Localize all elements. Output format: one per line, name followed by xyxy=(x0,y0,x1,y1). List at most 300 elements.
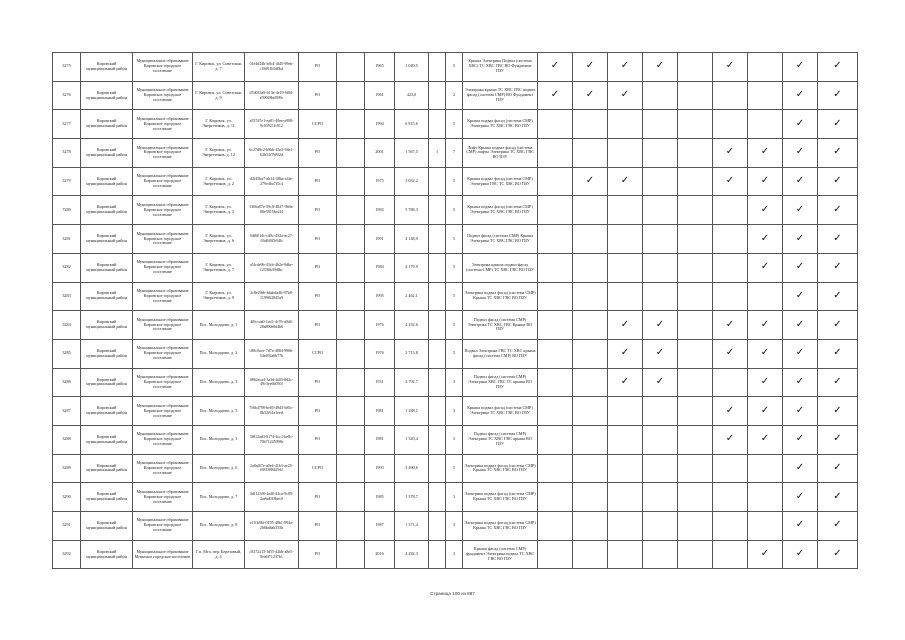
settlement-cell: Муниципальное образование Кировское городское поселение xyxy=(133,483,193,512)
entrances-cell: 3 xyxy=(446,425,463,454)
check-cell xyxy=(818,225,858,254)
entrances-cell: 7 xyxy=(446,139,463,168)
checkmark-icon: ✓ xyxy=(585,60,595,72)
address-cell: Г. Кировск, ул. Энергетиков, д. 6 xyxy=(193,225,245,254)
empty-cell xyxy=(337,512,365,541)
check-cell xyxy=(538,196,573,225)
fund-type-cell: РО xyxy=(299,483,337,512)
area-cell: 3 032,2 xyxy=(395,167,429,196)
check-cell xyxy=(713,483,748,512)
table-row xyxy=(53,225,858,254)
check-cell xyxy=(783,81,818,110)
address-cell: Г. Кировск, ул. Советская, д. 7 xyxy=(193,53,245,82)
empty-cell xyxy=(337,454,365,483)
checkmark-icon: ✓ xyxy=(585,89,595,101)
check-cell xyxy=(748,225,783,254)
check-cell xyxy=(713,540,748,569)
district-cell: Кировский муниципальный район xyxy=(81,425,133,454)
row-number: 3292 xyxy=(53,540,81,569)
check-cell xyxy=(783,53,818,82)
row-number: 3279 xyxy=(53,167,81,196)
checkmark-icon: ✓ xyxy=(833,203,842,215)
fund-type-cell: ССРО xyxy=(299,110,337,139)
registry-table xyxy=(52,52,858,569)
check-cell xyxy=(748,512,783,541)
check-cell xyxy=(643,53,678,82)
check-cell xyxy=(538,425,573,454)
check-cell xyxy=(573,81,608,110)
table-row xyxy=(53,483,858,512)
check-cell xyxy=(748,253,783,282)
area-cell: 1 371,4 xyxy=(395,512,429,541)
table-row xyxy=(53,311,858,340)
district-cell: Кировский муниципальный район xyxy=(81,225,133,254)
table-row xyxy=(53,368,858,397)
checkmark-icon: ✓ xyxy=(655,60,665,72)
fias-code-cell: 7f6b4798-be05-49d3-b85c-8b52f61a1eed xyxy=(245,397,299,426)
empty-cell xyxy=(337,311,365,340)
check-cell xyxy=(608,540,643,569)
checkmark-icon: ✓ xyxy=(795,404,805,416)
works-cell: Подвал фасад (система СМР) Электрика ХВС ГВС ТС крыша ВО ПЗУ xyxy=(463,368,538,397)
check-cell xyxy=(678,425,713,454)
fund-type-cell: РО xyxy=(299,540,337,569)
check-cell xyxy=(678,53,713,82)
checkmark-icon: ✓ xyxy=(550,89,560,101)
check-cell xyxy=(818,53,858,82)
check-cell xyxy=(748,483,783,512)
check-cell xyxy=(643,139,678,168)
area-cell: 2 462,1 xyxy=(395,282,429,311)
check-cell xyxy=(573,397,608,426)
row-number: 3278 xyxy=(53,139,81,168)
check-cell xyxy=(818,81,858,110)
year-cell: 1994 xyxy=(365,110,395,139)
check-cell xyxy=(573,454,608,483)
works-cell: Электрика подвал фасад (система СМР) Крыша ТС ХВС ГВС ВО ПЗУ xyxy=(463,483,538,512)
address-cell: Г. Кировск, ул. Энергетиков, д. 3 xyxy=(193,196,245,225)
checkmark-icon: ✓ xyxy=(833,146,842,158)
address-cell: Г. Кировск, ул. Энергетиков, д. 9 xyxy=(193,282,245,311)
check-cell xyxy=(573,368,608,397)
check-cell xyxy=(818,253,858,282)
check-cell xyxy=(748,368,783,397)
entrances-cell: 5 xyxy=(446,196,463,225)
floors-cell xyxy=(429,81,446,110)
check-cell xyxy=(573,425,608,454)
empty-cell xyxy=(337,368,365,397)
fund-type-cell: РО xyxy=(299,225,337,254)
checkmark-icon: ✓ xyxy=(620,60,630,72)
checkmark-icon: ✓ xyxy=(655,375,665,387)
checkmark-icon: ✓ xyxy=(725,347,735,359)
empty-cell xyxy=(337,81,365,110)
works-cell: Электрика подвал фасад (система СМР) Крыша ТС ХВС ГВС ВО ПЗУ xyxy=(463,454,538,483)
settlement-cell: Муниципальное образование Кировское городское поселение xyxy=(133,196,193,225)
check-cell xyxy=(748,397,783,426)
checkmark-icon: ✓ xyxy=(795,433,805,445)
checkmark-icon: ✓ xyxy=(620,318,630,330)
checkmark-icon: ✓ xyxy=(760,433,770,445)
row-number: 3276 xyxy=(53,81,81,110)
year-cell: 1984 xyxy=(365,253,395,282)
check-cell xyxy=(748,196,783,225)
check-cell xyxy=(818,368,858,397)
fias-code-cell: 01e4d24b-b8c4-4f45-99eb-c18d91b5d0b4 xyxy=(245,53,299,82)
check-cell xyxy=(678,81,713,110)
check-cell xyxy=(678,454,713,483)
row-number: 3285 xyxy=(53,339,81,368)
settlement-cell: Муниципальное образование Мгинское городское поселение xyxy=(133,540,193,569)
area-cell: 5 786,3 xyxy=(395,196,429,225)
check-cell xyxy=(713,53,748,82)
table-row xyxy=(53,53,858,82)
settlement-cell: Муниципальное образование Кировское городское поселение xyxy=(133,81,193,110)
checkmark-icon: ✓ xyxy=(760,375,770,387)
year-cell: 1982 xyxy=(365,196,395,225)
fias-code-cell: d7d033a9-613e-4e19-9f0d-e59028bd399c xyxy=(245,81,299,110)
check-cell xyxy=(678,225,713,254)
checkmark-icon: ✓ xyxy=(833,490,842,502)
district-cell: Кировский муниципальный район xyxy=(81,110,133,139)
check-cell xyxy=(643,339,678,368)
fias-code-cell: a557d7e1-ea81-40ee-a908-9c05921fc912 xyxy=(245,110,299,139)
check-cell xyxy=(608,311,643,340)
district-cell: Кировский муниципальный район xyxy=(81,512,133,541)
check-cell xyxy=(643,196,678,225)
checkmark-icon: ✓ xyxy=(795,548,805,560)
checkmark-icon: ✓ xyxy=(795,375,805,387)
checkmark-icon: ✓ xyxy=(585,175,595,187)
entrances-cell: 2 xyxy=(446,81,463,110)
check-cell xyxy=(818,196,858,225)
settlement-cell: Муниципальное образование Кировское городское поселение xyxy=(133,425,193,454)
works-cell: Электрика крыша подвал фасад (система СМР) ТС ХВС ГВС ВО ПЗУ xyxy=(463,253,538,282)
empty-cell xyxy=(337,483,365,512)
check-cell xyxy=(783,368,818,397)
empty-cell xyxy=(337,397,365,426)
check-cell xyxy=(748,425,783,454)
checkmark-icon: ✓ xyxy=(833,261,842,273)
check-cell xyxy=(608,110,643,139)
checkmark-icon: ✓ xyxy=(760,146,770,158)
check-cell xyxy=(573,483,608,512)
check-cell xyxy=(818,454,858,483)
checkmark-icon: ✓ xyxy=(760,318,770,330)
checkmark-icon: ✓ xyxy=(620,89,630,101)
checkmark-icon: ✓ xyxy=(833,404,842,416)
check-cell xyxy=(538,512,573,541)
check-cell xyxy=(678,339,713,368)
check-cell xyxy=(608,167,643,196)
floors-cell xyxy=(429,512,446,541)
row-number: 3275 xyxy=(53,53,81,82)
year-cell: 1931 xyxy=(365,368,395,397)
checkmark-icon: ✓ xyxy=(760,261,770,273)
check-cell xyxy=(538,167,573,196)
check-cell xyxy=(748,454,783,483)
check-cell xyxy=(643,397,678,426)
checkmark-icon: ✓ xyxy=(795,261,805,273)
settlement-cell: Муниципальное образование Кировское городское поселение xyxy=(133,339,193,368)
floors-cell xyxy=(429,425,446,454)
settlement-cell: Муниципальное образование Кировское городское поселение xyxy=(133,368,193,397)
check-cell xyxy=(608,139,643,168)
check-cell xyxy=(818,139,858,168)
floors-cell xyxy=(429,483,446,512)
row-number: 3288 xyxy=(53,425,81,454)
checkmark-icon: ✓ xyxy=(833,89,842,101)
check-cell xyxy=(538,225,573,254)
entrances-cell: 3 xyxy=(446,397,463,426)
settlement-cell: Муниципальное образование Кировское городское поселение xyxy=(133,311,193,340)
table-row xyxy=(53,282,858,311)
check-cell xyxy=(538,311,573,340)
area-cell: 1 049,5 xyxy=(395,53,429,82)
check-cell xyxy=(573,339,608,368)
check-cell xyxy=(538,483,573,512)
check-cell xyxy=(818,512,858,541)
settlement-cell: Муниципальное образование Кировское городское поселение xyxy=(133,167,193,196)
checkmark-icon: ✓ xyxy=(760,404,770,416)
address-cell: Пос. Молодцово, д. 6 xyxy=(193,454,245,483)
year-cell: 1981 xyxy=(365,397,395,426)
checkmark-icon: ✓ xyxy=(795,146,805,158)
check-cell xyxy=(713,225,748,254)
fias-code-cell: 0862eca4-3a3d-4df5-8d2c-49c3ee6b050f xyxy=(245,368,299,397)
check-cell xyxy=(713,512,748,541)
checkmark-icon: ✓ xyxy=(760,347,770,359)
check-cell xyxy=(573,110,608,139)
district-cell: Кировский муниципальный район xyxy=(81,368,133,397)
settlement-cell: Муниципальное образование Кировское городское поселение xyxy=(133,282,193,311)
checkmark-icon: ✓ xyxy=(725,433,735,445)
check-cell xyxy=(573,139,608,168)
row-number: 3283 xyxy=(53,282,81,311)
check-cell xyxy=(783,167,818,196)
check-cell xyxy=(573,512,608,541)
fias-code-cell: 3f812ad3-8174-4cc1-be8c-70b71245998e xyxy=(245,425,299,454)
works-cell: Электрика крыша ТС ХВС ГВС подвал фасад (система СМР) ВО Фундамент ПЗУ xyxy=(463,81,538,110)
check-cell xyxy=(643,282,678,311)
floors-cell xyxy=(429,368,446,397)
checkmark-icon: ✓ xyxy=(725,146,735,158)
check-cell xyxy=(713,81,748,110)
works-cell: Подвал фасад (система СМР) Электрика ТС ХВС ГВС крыша ВО ПЗУ xyxy=(463,425,538,454)
floors-cell xyxy=(429,253,446,282)
empty-cell xyxy=(337,110,365,139)
fund-type-cell: ССРО xyxy=(299,339,337,368)
check-cell xyxy=(538,81,573,110)
settlement-cell: Муниципальное образование Кировское городское поселение xyxy=(133,454,193,483)
checkmark-icon: ✓ xyxy=(795,117,805,129)
works-cell: Крыша подвал фасад (система СМР) Электрика ГВС ТС ХВС ВО ПЗУ xyxy=(463,167,538,196)
floors-cell xyxy=(429,397,446,426)
check-cell xyxy=(678,483,713,512)
checkmark-icon: ✓ xyxy=(620,347,630,359)
checkmark-icon: ✓ xyxy=(795,175,805,187)
check-cell xyxy=(748,311,783,340)
address-cell: Г. Кировск, ул. Энергетиков, д. 7 xyxy=(193,253,245,282)
check-cell xyxy=(713,282,748,311)
row-number: 3287 xyxy=(53,397,81,426)
check-cell xyxy=(643,225,678,254)
check-cell xyxy=(538,110,573,139)
fias-code-cell: 6c27d8c2-b9bb-43e5-94e1-62b52f7b8f2d xyxy=(245,139,299,168)
floors-cell xyxy=(429,225,446,254)
floors-cell: 1 xyxy=(429,139,446,168)
checkmark-icon: ✓ xyxy=(833,462,842,474)
area-cell: 1 378,7 xyxy=(395,483,429,512)
check-cell xyxy=(608,81,643,110)
check-cell xyxy=(783,282,818,311)
check-cell xyxy=(748,167,783,196)
document-sheet xyxy=(52,52,852,569)
checkmark-icon: ✓ xyxy=(725,404,735,416)
check-cell xyxy=(713,368,748,397)
check-cell xyxy=(608,368,643,397)
checkmark-icon: ✓ xyxy=(655,318,665,330)
check-cell xyxy=(643,81,678,110)
row-number: 3289 xyxy=(53,454,81,483)
address-cell: Пос. Молодцово, д. 7 xyxy=(193,483,245,512)
area-cell: 1 567,5 xyxy=(395,139,429,168)
page-footer: Страница 100 из 887 xyxy=(430,591,475,596)
fias-code-cell: a5fcde9b-43cb-4b2e-9dbe-f2336b39dfbc xyxy=(245,253,299,282)
checkmark-icon: ✓ xyxy=(833,519,842,531)
floors-cell xyxy=(429,196,446,225)
check-cell xyxy=(818,110,858,139)
fias-code-cell: 4f0ccaa0-1ac5-4c76-a9d4-28a890e8d4b6 xyxy=(245,311,299,340)
works-cell: Подвал фасад (система СМР) Электрика ТС ХВС ГВС Крыша ВО ПЗУ xyxy=(463,311,538,340)
check-cell xyxy=(678,282,713,311)
check-cell xyxy=(678,311,713,340)
fund-type-cell: РО xyxy=(299,368,337,397)
entrances-cell: 5 xyxy=(446,311,463,340)
check-cell xyxy=(643,540,678,569)
check-cell xyxy=(643,110,678,139)
district-cell: Кировский муниципальный район xyxy=(81,397,133,426)
table-row xyxy=(53,139,858,168)
check-cell xyxy=(678,540,713,569)
district-cell: Кировский муниципальный район xyxy=(81,53,133,82)
check-cell xyxy=(748,110,783,139)
empty-cell xyxy=(337,53,365,82)
checkmark-icon: ✓ xyxy=(795,347,805,359)
empty-cell xyxy=(337,225,365,254)
entrances-cell: 5 xyxy=(446,225,463,254)
empty-cell xyxy=(337,139,365,168)
year-cell: 1987 xyxy=(365,512,395,541)
floors-cell xyxy=(429,339,446,368)
area-cell: 1 288,1 xyxy=(395,397,429,426)
entrances-cell: 3 xyxy=(446,483,463,512)
check-cell xyxy=(678,196,713,225)
row-number: 3281 xyxy=(53,225,81,254)
checkmark-icon: ✓ xyxy=(760,203,770,215)
table-row xyxy=(53,110,858,139)
checkmark-icon: ✓ xyxy=(833,289,842,301)
check-cell xyxy=(538,454,573,483)
table-row xyxy=(53,253,858,282)
empty-cell xyxy=(337,282,365,311)
check-cell xyxy=(783,425,818,454)
check-cell xyxy=(818,339,858,368)
fias-code-cell: c88c0ace-7d7a-4884-990b-54e492a6b77b xyxy=(245,339,299,368)
checkmark-icon: ✓ xyxy=(795,462,805,474)
check-cell xyxy=(783,397,818,426)
check-cell xyxy=(573,311,608,340)
checkmark-icon: ✓ xyxy=(833,548,842,560)
works-cell: Подвал фасад (система СМР) Крыша Электрика ТС ХВС ГВС ВО ПЗУ xyxy=(463,225,538,254)
settlement-cell: Муниципальное образование Кировское городское поселение xyxy=(133,225,193,254)
check-cell xyxy=(713,397,748,426)
check-cell xyxy=(573,225,608,254)
row-number: 3290 xyxy=(53,483,81,512)
checkmark-icon: ✓ xyxy=(833,232,842,244)
checkmark-icon: ✓ xyxy=(833,433,842,445)
address-cell: Пос. Молодцово, д. 3 xyxy=(193,425,245,454)
fias-code-cell: c8372215-fd55-42bb-a8e5-9ea6f71237b1 xyxy=(245,540,299,569)
entrances-cell: 5 xyxy=(446,110,463,139)
check-cell xyxy=(783,311,818,340)
row-number: 3284 xyxy=(53,311,81,340)
settlement-cell: Муниципальное образование Кировское городское поселение xyxy=(133,110,193,139)
check-cell xyxy=(748,53,783,82)
area-cell: 4 252,6 xyxy=(395,311,429,340)
floors-cell xyxy=(429,167,446,196)
year-cell: 1985 xyxy=(365,483,395,512)
checkmark-icon: ✓ xyxy=(795,519,805,531)
area-cell: 4 179,9 xyxy=(395,253,429,282)
area-cell: 2 792,7 xyxy=(395,368,429,397)
entrances-cell: 5 xyxy=(446,339,463,368)
area-cell: 1 320,4 xyxy=(395,425,429,454)
works-cell: Крыша Электрика Подвал (система ХВС) ТС ХВС ГВС ВО Фундамент ПЗУ xyxy=(463,53,538,82)
district-cell: Кировский муниципальный район xyxy=(81,540,133,569)
year-cell: 2016 xyxy=(365,540,395,569)
fund-type-cell: ССРО xyxy=(299,454,337,483)
entrances-cell: 3 xyxy=(446,540,463,569)
check-cell xyxy=(608,282,643,311)
checkmark-icon: ✓ xyxy=(795,490,805,502)
check-cell xyxy=(713,253,748,282)
entrances-cell: 3 xyxy=(446,368,463,397)
check-cell xyxy=(643,512,678,541)
fund-type-cell: РО xyxy=(299,81,337,110)
area-cell: 6 815,6 xyxy=(395,110,429,139)
row-number: 3282 xyxy=(53,253,81,282)
district-cell: Кировский муниципальный район xyxy=(81,167,133,196)
table-row xyxy=(53,540,858,569)
checkmark-icon: ✓ xyxy=(550,60,560,72)
check-cell xyxy=(608,512,643,541)
checkmark-icon: ✓ xyxy=(833,318,842,330)
address-cell: Пос. Молодцово, д. 1 xyxy=(193,311,245,340)
check-cell xyxy=(783,540,818,569)
settlement-cell: Муниципальное образование Кировское городское поселение xyxy=(133,53,193,82)
floors-cell xyxy=(429,454,446,483)
check-cell xyxy=(748,282,783,311)
check-cell xyxy=(608,339,643,368)
check-cell xyxy=(573,282,608,311)
check-cell xyxy=(573,253,608,282)
check-cell xyxy=(538,53,573,82)
checkmark-icon: ✓ xyxy=(833,117,842,129)
settlement-cell: Муниципальное образование Кировское городское поселение xyxy=(133,397,193,426)
check-cell xyxy=(783,196,818,225)
check-cell xyxy=(643,253,678,282)
